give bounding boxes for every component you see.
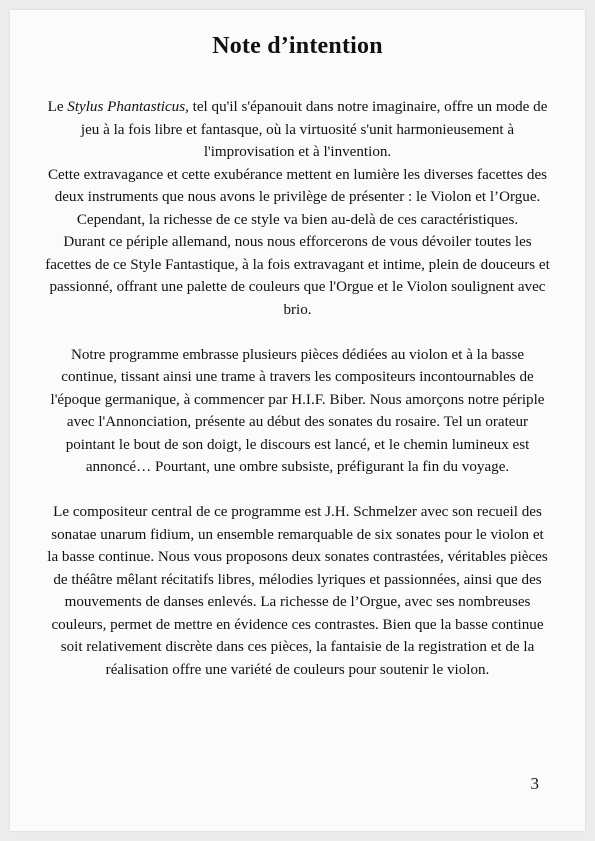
section-programme (44, 344, 551, 479)
paragraph-schmelzer: Le compositeur central de ce programme est J.H. Schmelzer avec son recueil des sonatae unarum fidium, un ensemble remarquable de six sonates pour le violon et la basse continue. Nous vous proposons deux sonates contrastées, véritables pièces de théâtre mêlant récitatifs libres, mélodies lyriques et passionnées, ainsi que des mouvements de danses enlevés. La richesse de l’Orgue, avec ses nombreuses couleurs, permet de mettre en évidence ces contrastes. Bien que la basse continue soit relativement discrète dans ces pièces, la fantaisie de la registration et de la réalisation offre une variété de couleurs pour soutenir le violon. (47, 504, 548, 678)
paragraph-programme: Notre programme embrasse plusieurs pièces dédiées au violon et à la basse continue, tissant ainsi une trame à travers les compositeurs incontournables de l'époque germanique, à commencer par H.I.F. Biber. Nous amorçons notre périple avec l'Annonciation, présente au début des sonates du rosaire. Tel un orateur pointant le bout de son doigt, le discours est lancé, et le chemin lumineux est annoncé… Pourtant, une ombre subsiste, préfigurant la fin du voyage. (50, 346, 545, 475)
document-page (10, 10, 585, 831)
paragraph-extravagance: Cette extravagance et cette exubérance mettent en lumière les diverses facettes des deux instruments que nous avons le privilège de présenter : le Violon et l’Orgue. Cependant, la richesse de ce style va bien au-delà de ces caractéristiques. (47, 166, 548, 228)
paragraph-stylus-prefix: Le (47, 99, 68, 115)
page-content (44, 32, 551, 704)
stylus-phantasticus-term: Stylus Phantasticus (67, 99, 186, 115)
paragraph-stylus-suffix: , tel qu'il s'épanouit dans notre imaginaire, offre un mode de jeu à la fois libre et fantasque, où la virtuosité s'unit harmonieusement à l'improvisation et à l'invention. (80, 99, 548, 160)
paragraph-periple: Durant ce périple allemand, nous nous efforcerons de vous dévoiler toutes les facettes de ce Style Fantastique, à la fois extravagant et intime, plein de douceurs et passionné, offrant une palette de couleurs que l'Orgue et le Violon soulignent avec brio. (45, 234, 550, 318)
paragraph-stylus (44, 96, 551, 164)
page-title: Note d’intention (212, 33, 383, 59)
page-number: 3 (530, 774, 539, 793)
section-intro (44, 96, 551, 321)
section-schmelzer (44, 501, 551, 681)
